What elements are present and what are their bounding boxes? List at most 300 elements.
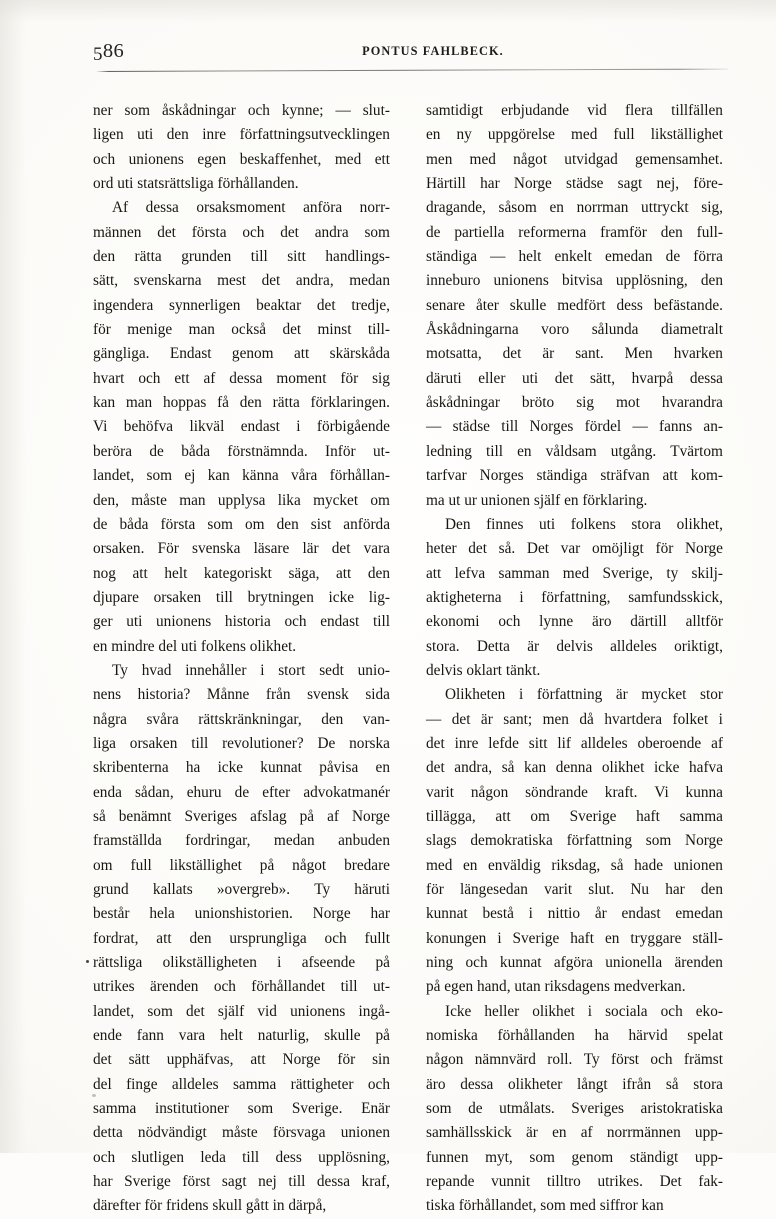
- paragraph: [93, 99, 390, 196]
- word: grunden: [181, 248, 232, 266]
- word: sociala: [605, 1002, 648, 1020]
- word: Det: [526, 540, 550, 558]
- word: enväldig: [488, 856, 541, 874]
- word: Ty: [314, 881, 331, 898]
- text-line: [426, 683, 723, 707]
- running-title-author: PONTUS FAHLBECK.: [362, 44, 504, 58]
- word: lefde: [488, 734, 519, 752]
- text-line: [426, 537, 723, 561]
- word: uti: [522, 369, 539, 387]
- word: och: [650, 1051, 673, 1069]
- word: ny: [456, 126, 472, 144]
- word: norrmännen: [606, 1124, 681, 1142]
- word: spelat: [687, 1027, 723, 1045]
- text-line: [426, 123, 723, 147]
- text-line: på egen hand, utan riksdagens medverkan.: [426, 978, 686, 996]
- word: nödvändigt: [137, 1124, 207, 1142]
- text-line: [426, 1170, 723, 1194]
- text-line: [426, 708, 723, 732]
- word: dessa: [316, 1173, 351, 1191]
- word: kom-: [690, 467, 723, 485]
- word: riksdag,: [551, 856, 601, 874]
- word: har: [665, 881, 685, 898]
- word: unionens: [493, 272, 549, 290]
- word: —: [426, 710, 442, 728]
- word: beskaffenhet,: [239, 150, 322, 168]
- word: lynne: [539, 613, 574, 631]
- word: Norges: [479, 467, 524, 485]
- word: lika: [277, 491, 301, 509]
- word: till: [250, 248, 268, 266]
- word: som: [147, 1002, 173, 1020]
- word: Sverige: [512, 929, 560, 947]
- word: upp-: [694, 1148, 723, 1166]
- word: städse: [452, 418, 490, 436]
- word: i: [260, 661, 265, 679]
- word: bitvisa: [561, 272, 603, 290]
- word: fördel: [584, 418, 622, 436]
- word: likväl: [189, 418, 225, 436]
- word: andra,: [454, 759, 493, 777]
- word: samma: [232, 1075, 277, 1093]
- word: Icke: [445, 1002, 472, 1020]
- word: unionshistorien.: [194, 905, 293, 923]
- word: och: [324, 929, 347, 947]
- word: Nu: [630, 881, 650, 898]
- word: bröto: [521, 394, 555, 412]
- word: hvad: [141, 661, 172, 679]
- text-line: [93, 367, 390, 391]
- word: något: [513, 150, 548, 168]
- word: ledning: [426, 442, 472, 460]
- word: ständiga: [536, 467, 588, 485]
- word: emedan: [605, 248, 653, 266]
- word: af: [203, 369, 216, 387]
- word: nämnvärd: [474, 1051, 536, 1069]
- word: däruti: [426, 369, 462, 387]
- word: den: [276, 515, 299, 533]
- paragraph: [93, 196, 390, 659]
- word: folket: [672, 710, 709, 728]
- word: sitt: [528, 734, 548, 752]
- word: slut.: [588, 881, 615, 898]
- text-line: delvis oklart tänkt.: [426, 661, 541, 679]
- word: Den: [445, 515, 471, 533]
- word: om: [370, 491, 390, 509]
- word: också: [231, 321, 267, 339]
- word: en: [517, 442, 532, 460]
- text-line: [426, 99, 723, 123]
- word: enkelt: [554, 248, 592, 266]
- word: stort: [278, 661, 306, 679]
- word: ärenden: [150, 978, 199, 996]
- text-line: [93, 440, 390, 464]
- text-line: [426, 196, 723, 220]
- word: icke: [328, 588, 355, 606]
- word: fordringar,: [185, 832, 251, 850]
- word: finnes: [486, 515, 524, 533]
- word: Inför: [325, 442, 356, 460]
- word: och: [138, 369, 161, 387]
- word: likställighet: [650, 126, 723, 144]
- word: så: [610, 856, 624, 874]
- word: dessa: [689, 369, 723, 387]
- word: ett: [174, 369, 190, 387]
- word: motsatta,: [426, 345, 482, 363]
- word: att: [293, 345, 310, 363]
- word: För: [157, 540, 179, 558]
- text-line: [93, 391, 390, 415]
- word: rätta: [272, 394, 300, 412]
- word: känna: [242, 467, 279, 485]
- word: upplösning,: [615, 272, 688, 290]
- word: författning: [536, 686, 603, 704]
- word: sålunda: [591, 321, 639, 339]
- word: den: [700, 272, 723, 290]
- word: till: [191, 734, 209, 752]
- word: till-: [367, 321, 390, 339]
- text-line: [93, 756, 390, 780]
- text-line: [93, 805, 390, 829]
- word: van-: [362, 710, 390, 728]
- word: de: [468, 1100, 483, 1118]
- text-line: [93, 1170, 390, 1194]
- word: Vi: [654, 783, 669, 801]
- word: Sverige: [124, 1173, 171, 1191]
- text-line: [426, 805, 723, 829]
- word: innehåller: [185, 661, 247, 679]
- word: kunnat: [499, 954, 542, 972]
- word: att: [426, 564, 442, 582]
- text-line: [93, 318, 390, 342]
- word: —: [490, 248, 506, 266]
- text-line: [426, 294, 723, 318]
- word: tilltro: [546, 1173, 581, 1191]
- word: våra: [291, 467, 318, 485]
- word: menige: [127, 321, 173, 339]
- word: en: [462, 856, 478, 874]
- text-line: [426, 1121, 723, 1145]
- word: ständigt: [629, 1148, 679, 1166]
- word: institutioner: [155, 1100, 229, 1118]
- word: ärenden: [674, 954, 723, 972]
- text-line: [93, 1146, 390, 1170]
- word: hvarandra: [661, 394, 723, 412]
- word: Sveriges: [571, 1100, 624, 1118]
- word: det: [316, 296, 336, 314]
- text-line: [93, 927, 390, 951]
- word: Det: [659, 1173, 682, 1191]
- word: man: [188, 321, 215, 339]
- word: orsaken: [129, 734, 178, 752]
- word: Olikheten: [445, 686, 506, 704]
- word: därtill: [630, 613, 667, 631]
- word: samfundsskick,: [628, 588, 723, 606]
- word: enda: [93, 783, 122, 801]
- word: uppgörelse: [487, 126, 555, 144]
- word: består: [93, 905, 130, 923]
- word: det: [186, 1002, 205, 1020]
- word: norr-: [359, 199, 390, 217]
- text-line: [426, 1000, 723, 1024]
- word: endast: [240, 418, 280, 436]
- word: lif: [557, 734, 571, 752]
- word: historia?: [137, 686, 191, 704]
- text-line: [93, 562, 390, 586]
- word: minst: [317, 321, 352, 339]
- word: Ty: [583, 1051, 600, 1069]
- word: måste: [131, 491, 167, 509]
- word: handlings-: [325, 248, 390, 266]
- word: nens: [93, 686, 122, 704]
- word: mot: [616, 394, 640, 412]
- word: ende: [93, 1027, 122, 1045]
- running-head: [60, 40, 728, 74]
- text-line: [426, 1024, 723, 1048]
- word: aktigheterna: [426, 588, 502, 606]
- paragraph: [426, 1000, 723, 1219]
- word: slags: [426, 832, 457, 850]
- word: endast: [621, 905, 661, 923]
- text-line: [93, 781, 390, 805]
- word: nej: [258, 1173, 277, 1191]
- word: så: [93, 807, 106, 825]
- word: det: [468, 540, 487, 558]
- word: förhållan-: [329, 467, 390, 485]
- word: tillägga,: [426, 807, 476, 825]
- word: det: [502, 345, 522, 363]
- word: stora: [631, 515, 662, 533]
- word: inre: [202, 126, 227, 144]
- word: först: [182, 1173, 211, 1191]
- text-line: [93, 123, 390, 147]
- word: moment: [276, 369, 327, 387]
- word: och: [93, 1148, 116, 1166]
- word: de: [426, 223, 441, 241]
- word: Men: [624, 345, 653, 363]
- word: endast: [320, 613, 360, 631]
- word: haft: [636, 807, 660, 825]
- word: på: [375, 1027, 390, 1045]
- word: rätta: [134, 248, 162, 266]
- word: fanns: [659, 418, 693, 436]
- word: det: [426, 759, 445, 777]
- word: kraft.: [604, 783, 638, 801]
- word: som: [146, 467, 173, 485]
- word: Ty: [112, 661, 128, 679]
- word: voro: [541, 321, 570, 339]
- word: sant.: [575, 345, 604, 363]
- word: första: [160, 515, 196, 533]
- word: genom: [571, 1148, 614, 1166]
- text-line: [93, 683, 390, 707]
- word: —: [426, 418, 442, 436]
- text-line: ord uti statsrättsliga förhållanden.: [93, 175, 299, 193]
- word: man: [125, 394, 153, 412]
- word: sist: [310, 515, 332, 533]
- word: stor: [700, 686, 723, 704]
- word: så: [665, 1075, 679, 1093]
- word: varit: [544, 881, 573, 898]
- word: unionens: [128, 150, 184, 168]
- word: som: [247, 1100, 274, 1118]
- word: upplysa: [217, 491, 266, 509]
- word: oriktigt,: [674, 637, 723, 655]
- word: alldeles: [171, 1075, 219, 1093]
- word: svåra: [146, 710, 179, 728]
- word: det: [261, 272, 281, 290]
- word: Tvärtom: [670, 442, 723, 460]
- word: hela: [149, 905, 175, 923]
- word: hoppas: [162, 394, 207, 412]
- word: repande: [426, 1173, 475, 1191]
- text-line: [426, 610, 723, 634]
- word: naturlig,: [257, 1027, 310, 1045]
- word: som: [645, 832, 672, 850]
- text-line: [93, 148, 390, 172]
- word: man: [179, 491, 206, 509]
- word: kunnat: [260, 759, 302, 777]
- word: att: [250, 1051, 266, 1069]
- word: det: [280, 223, 299, 241]
- text-line: [426, 635, 723, 659]
- word: orsaken: [153, 588, 202, 606]
- running-title: [60, 44, 728, 59]
- word: säga,: [288, 564, 320, 582]
- word: häruti: [354, 881, 390, 898]
- word: olikheter: [508, 1075, 563, 1093]
- word: Sverige: [569, 807, 617, 825]
- text-line: [93, 415, 390, 439]
- word: med: [571, 126, 598, 144]
- word: orsaksmoment: [196, 199, 286, 217]
- word: alltför: [685, 613, 723, 631]
- word: hvartdera: [604, 710, 663, 728]
- paragraph: [426, 513, 723, 683]
- word: sig: [372, 369, 390, 387]
- word: på: [299, 807, 315, 825]
- text-line: [93, 854, 390, 878]
- text-line: [93, 196, 390, 220]
- word: på: [259, 856, 275, 874]
- text-line: [426, 1073, 723, 1097]
- word: sträfvan: [600, 467, 650, 485]
- word: förhållandet: [251, 978, 326, 996]
- word: anbuden: [338, 832, 390, 850]
- word: skulle: [509, 296, 547, 314]
- page-folio-number: 586: [93, 40, 125, 65]
- text-line: [426, 269, 723, 293]
- word: afseende: [301, 954, 356, 972]
- word: den: [700, 881, 723, 898]
- word: ingå-: [358, 1002, 390, 1020]
- text-line: [93, 269, 390, 293]
- word: mycket: [641, 686, 687, 704]
- paragraph: [93, 659, 390, 1219]
- word: Norges: [529, 418, 574, 436]
- text-line: [93, 951, 390, 975]
- word: den: [367, 564, 390, 582]
- text-line: tiska förhållandet, som med siffror kan: [426, 1197, 664, 1215]
- word: af: [580, 1124, 593, 1142]
- word: samman: [498, 564, 550, 582]
- word: till: [372, 613, 390, 631]
- word: den: [660, 223, 683, 241]
- word: medan: [273, 832, 315, 850]
- word: hvart: [93, 369, 125, 387]
- word: olikhet,: [676, 515, 723, 533]
- word: unionens: [290, 1002, 346, 1020]
- word: med: [426, 856, 453, 874]
- word: gemensamhet.: [635, 150, 723, 168]
- word: den: [93, 248, 116, 266]
- text-line: [426, 951, 723, 975]
- word: men: [542, 710, 569, 728]
- word: är: [526, 1124, 538, 1142]
- word: demokratiska: [470, 832, 553, 850]
- text-line: [93, 732, 390, 756]
- word: från: [265, 686, 291, 704]
- word: hvarpå: [631, 369, 674, 387]
- word: olikhet: [532, 1002, 575, 1020]
- scan-speck: [704, 206, 707, 209]
- word: unionella: [605, 954, 663, 972]
- word: Norge: [282, 1051, 321, 1069]
- word: dessa: [145, 199, 179, 217]
- word: och: [247, 102, 270, 119]
- word: först: [611, 1051, 640, 1069]
- word: an-: [703, 418, 723, 436]
- word: båda: [119, 515, 149, 533]
- word: »overgreb».: [216, 881, 291, 898]
- word: skulle: [324, 1027, 361, 1045]
- word: Åskådningarna: [426, 321, 519, 339]
- word: erbjudande: [501, 102, 570, 119]
- paragraph: [426, 99, 723, 513]
- word: som: [426, 1100, 452, 1118]
- word: med: [562, 564, 590, 582]
- text-line: [426, 829, 723, 853]
- text-line: [426, 732, 723, 756]
- word: påvisa: [319, 759, 359, 777]
- word: i: [718, 710, 723, 728]
- word: upplösning,: [318, 1148, 390, 1166]
- word: eko-: [695, 1002, 723, 1020]
- word: efter: [262, 783, 291, 801]
- word: unio-: [357, 661, 390, 679]
- word: den: [166, 126, 189, 144]
- word: dess: [616, 296, 643, 314]
- word: hafva: [689, 759, 723, 777]
- word: rättsliga: [93, 954, 143, 972]
- word: ehuru: [186, 783, 222, 801]
- text-line: [426, 391, 723, 415]
- word: emedan: [675, 905, 723, 923]
- word: slutligen: [131, 1148, 185, 1166]
- text-line: [93, 245, 390, 269]
- word: utrikes: [93, 978, 135, 996]
- word: den,: [93, 491, 119, 509]
- word: sig: [576, 394, 595, 412]
- word: framställda: [93, 832, 162, 850]
- word: Norge: [312, 905, 351, 923]
- word: som: [207, 515, 233, 533]
- word: partiella: [454, 223, 505, 241]
- word: det: [554, 369, 574, 387]
- word: sig,: [701, 199, 723, 217]
- word: skärskåda: [329, 345, 390, 363]
- word: likställighet: [169, 856, 242, 874]
